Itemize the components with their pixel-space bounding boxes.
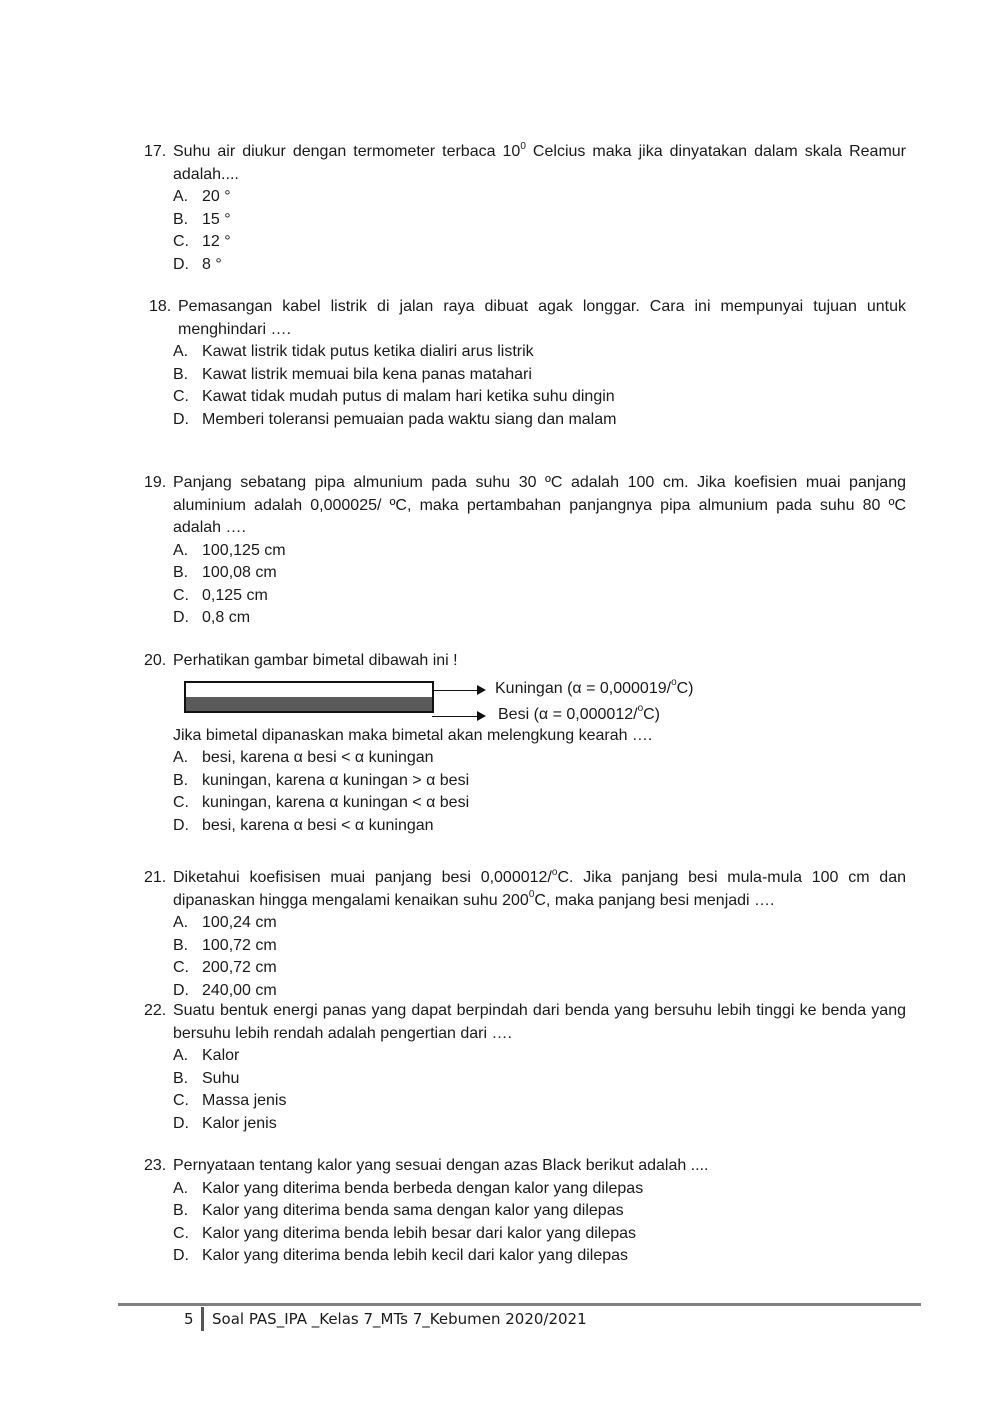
question-stem [144, 1155, 906, 1178]
option-text: Kalor jenis [202, 1114, 277, 1132]
option-d[interactable] [144, 254, 906, 277]
question-17 [144, 141, 906, 276]
option-b[interactable] [149, 364, 906, 387]
question-stem [144, 1000, 906, 1045]
option-a[interactable] [144, 1045, 906, 1068]
option-d[interactable] [149, 409, 906, 432]
option-text: Kawat listrik tidak putus ketika dialiri arus listrik [202, 343, 534, 360]
option-c[interactable] [144, 1223, 906, 1246]
option-letter: A. [173, 1179, 189, 1197]
option-text: Massa jenis [202, 1092, 287, 1109]
option-text: 12 ° [202, 233, 231, 250]
question-number: 21. [144, 869, 167, 886]
question-number: 20. [144, 652, 167, 669]
question-stem-continued: Jika bimetal dipanaskan maka bimetal akan melengkung kearah …. [173, 726, 653, 744]
option-text: Suhu [202, 1069, 240, 1087]
stem-text: Panjang sebatang pipa almunium pada suhu 30 ºC adalah 100 cm. Jika koefisien muai panjang aluminium adalah 0,000025/ ºC, maka pertambahan panjangnya pipa almunium pada suhu 80 ºC adalah …. [173, 474, 906, 536]
option-letter: A. [173, 749, 189, 766]
stem-text-rest: C, maka panjang besi menjadi …. [534, 891, 775, 909]
option-d[interactable] [144, 1113, 906, 1136]
option-letter: A. [173, 188, 189, 205]
option-letter: D. [173, 410, 189, 428]
option-c[interactable] [144, 585, 906, 608]
option-text: 100,08 cm [202, 564, 277, 581]
option-b[interactable] [144, 562, 906, 585]
option-text: Kalor yang diterima benda berbeda dengan kalor yang dilepas [202, 1179, 644, 1197]
option-letter: C. [173, 388, 189, 405]
question-20 [144, 650, 906, 837]
option-b[interactable] [144, 770, 906, 793]
option-c[interactable] [144, 231, 906, 254]
stem-text: Suhu air diukur dengan termometer terbaca 10 [173, 143, 521, 160]
option-d[interactable] [144, 980, 906, 1003]
option-b[interactable] [144, 1200, 906, 1223]
option-letter: B. [173, 936, 189, 954]
question-23 [144, 1155, 906, 1268]
option-letter: D. [173, 255, 189, 273]
option-text: Kawat tidak mudah putus di malam hari ketika suhu dingin [202, 388, 615, 405]
option-letter: D. [173, 1247, 189, 1264]
iron-label: Besi (α = 0,000012/$^o$C) [498, 703, 661, 723]
question-stem [144, 650, 906, 673]
option-text: 200,72 cm [202, 959, 277, 976]
option-text: Kawat listrik memuai bila kena panas matahari [202, 365, 532, 383]
option-letter: B. [173, 564, 189, 581]
stem-text: Pemasangan kabel listrik di jalan raya dibuat agak longgar. Cara ini mempunyai tujuan untuk menghindari …. [178, 298, 906, 338]
option-text: Kalor yang diterima benda lebih besar dari kalor yang dilepas [202, 1224, 637, 1242]
arrow-right-icon [432, 690, 484, 692]
option-text: Kalor yang diterima benda lebih kecil dari kalor yang dilepas [202, 1247, 629, 1264]
option-c[interactable] [144, 957, 906, 980]
question-19 [144, 472, 906, 630]
footer-text: Soal PAS_IPA _Kelas 7_MTs 7_Kebumen 2020/2021 [212, 1310, 587, 1328]
page-number: 5 [184, 1310, 194, 1328]
stem-text: Perhatikan gambar bimetal dibawah ini ! [173, 652, 458, 669]
question-21 [144, 867, 906, 1002]
arrow-right-icon [432, 716, 484, 718]
option-letter: A. [173, 541, 189, 559]
option-text: kuningan, karena α kuningan < α besi [202, 794, 470, 811]
option-text: Kalor [202, 1047, 240, 1064]
option-b[interactable] [144, 209, 906, 232]
question-stem [144, 472, 906, 540]
option-letter: D. [173, 1114, 189, 1132]
option-letter: D. [173, 816, 189, 834]
option-a[interactable] [144, 540, 906, 563]
option-letter: C. [173, 233, 189, 250]
question-number: 18. [149, 298, 172, 315]
option-b[interactable] [144, 1068, 906, 1091]
degree-superscript: 0 [520, 140, 526, 152]
option-text: 100,125 cm [202, 541, 286, 559]
option-text: Memberi toleransi pemuaian pada waktu siang dan malam [202, 410, 617, 428]
footer-separator [201, 1307, 204, 1331]
option-d[interactable] [144, 607, 906, 630]
stem-text: Pernyataan tentang kalor yang sesuai dengan azas Black berikut adalah .... [173, 1157, 709, 1174]
question-18 [149, 296, 906, 431]
option-letter: A. [173, 914, 189, 931]
stem-text-mid: C. Jika panjang besi mula-mula 100 cm dan dipanaskan hingga mengalami kenaikan suhu 200 [173, 869, 906, 909]
question-number: 19. [144, 474, 167, 491]
option-text: 15 ° [202, 210, 231, 228]
stem-text-rest: Celcius maka jika dinyatakan dalam skala Reamur adalah.... [173, 143, 907, 183]
question-22 [144, 1000, 906, 1135]
option-letter: B. [173, 1202, 189, 1219]
option-letter: B. [173, 1069, 189, 1087]
stem-text: Suatu bentuk energi panas yang dapat berpindah dari benda yang bersuhu lebih tinggi ke benda yang bersuhu lebih rendah adalah pengertian dari …. [173, 1002, 906, 1042]
option-text: 100,72 cm [202, 936, 277, 954]
option-text: 0,125 cm [202, 586, 268, 604]
option-d[interactable] [144, 815, 906, 838]
question-stem [144, 867, 906, 912]
iron-strip [184, 697, 434, 713]
option-letter: A. [173, 1047, 189, 1064]
degree-superscript: 0 [528, 889, 535, 901]
stem-text: Diketahui koefisisen muai panjang besi 0,000012/ [173, 869, 552, 886]
option-a[interactable] [144, 1178, 906, 1201]
brass-label: Kuningan (α = 0,000019/$^o$C) [495, 677, 694, 697]
option-letter: C. [173, 1092, 189, 1109]
option-d[interactable] [144, 1245, 906, 1268]
question-stem [144, 141, 906, 186]
option-letter: B. [173, 210, 189, 228]
option-letter: C. [173, 794, 189, 811]
option-b[interactable] [144, 935, 906, 958]
option-text: 240,00 cm [202, 981, 277, 999]
option-c[interactable] [144, 1090, 906, 1113]
option-text: 0,8 cm [202, 609, 251, 626]
option-c[interactable] [144, 792, 906, 815]
option-a[interactable] [149, 341, 906, 364]
option-letter: C. [173, 959, 189, 976]
option-a[interactable] [144, 186, 906, 209]
option-letter: D. [173, 981, 189, 999]
option-letter: B. [173, 365, 189, 383]
question-number: 22. [144, 1002, 167, 1019]
option-letter: C. [173, 1224, 189, 1242]
option-letter: A. [173, 343, 189, 360]
option-text: besi, karena α besi < α kuningan [202, 749, 434, 766]
option-a[interactable] [144, 912, 906, 935]
option-letter: B. [173, 771, 189, 789]
degree-superscript: o [551, 866, 558, 878]
option-text: 20 ° [202, 188, 231, 205]
bimetal-figure [144, 673, 906, 725]
option-a[interactable] [144, 747, 906, 770]
option-text: Kalor yang diterima benda sama dengan kalor yang dilepas [202, 1202, 624, 1219]
option-letter: C. [173, 586, 189, 604]
question-number: 23. [144, 1157, 167, 1174]
option-text: 100,24 cm [202, 914, 277, 931]
option-text: besi, karena α besi < α kuningan [202, 816, 434, 834]
option-c[interactable] [149, 386, 906, 409]
option-text: 8 ° [202, 255, 222, 273]
option-letter: D. [173, 609, 189, 626]
question-number: 17. [144, 143, 167, 160]
footer-divider [118, 1303, 921, 1306]
question-stem [149, 296, 906, 341]
option-text: kuningan, karena α kuningan > α besi [202, 771, 470, 789]
